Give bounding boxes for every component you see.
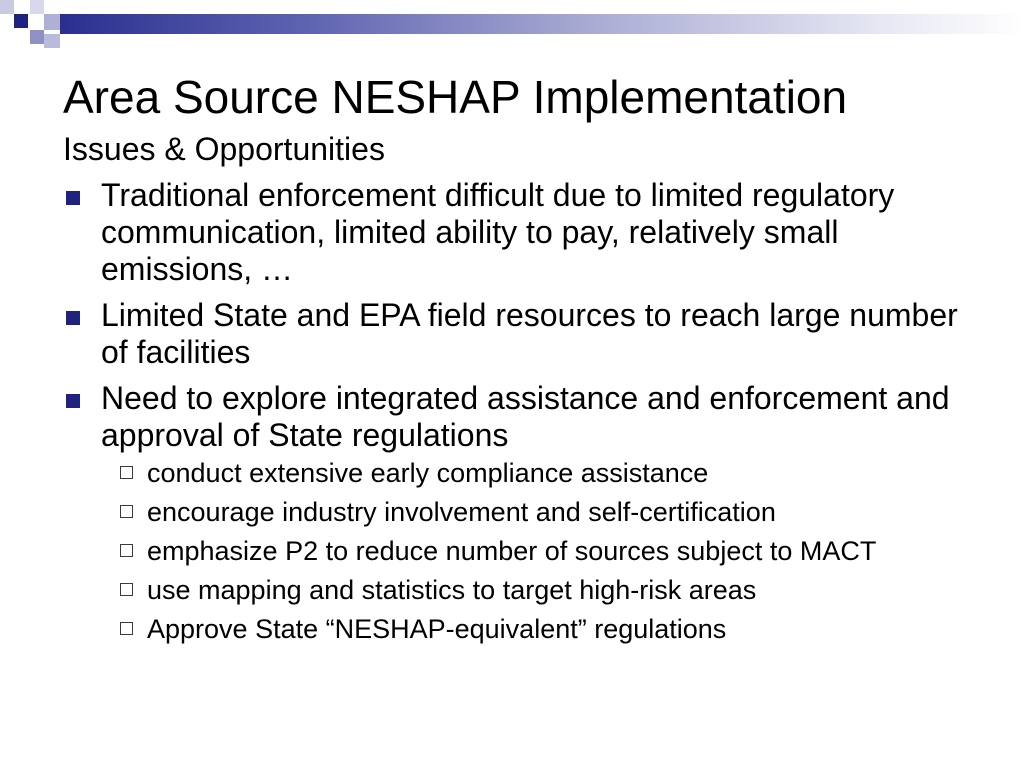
hollow-square-bullet-icon: [120, 505, 133, 518]
square-bullet-icon: [66, 311, 80, 325]
sub-bullet-item: [101, 575, 983, 606]
bullet-item: [63, 380, 983, 645]
bullet-list: [63, 177, 983, 654]
bullet-text: Need to explore integrated assistance and enforcement and approval of State regulations: [101, 380, 950, 453]
sub-bullet-text: Approve State “NESHAP-equivalent” regulations: [147, 614, 727, 644]
sub-bullet-item: [101, 536, 983, 567]
sub-bullet-item: [101, 614, 983, 645]
sub-bullet-text: use mapping and statistics to target high-risk areas: [147, 575, 757, 605]
sub-bullet-text: encourage industry involvement and self-certification: [147, 497, 776, 527]
header-square-pattern: [0, 0, 80, 60]
sub-bullet-text: conduct extensive early compliance assistance: [147, 458, 709, 488]
sub-bullet-list: [101, 458, 983, 645]
hollow-square-bullet-icon: [120, 583, 133, 596]
square-bullet-icon: [66, 191, 80, 205]
decor-square: [0, 0, 14, 14]
square-bullet-icon: [66, 394, 80, 408]
hollow-square-bullet-icon: [120, 622, 133, 635]
hollow-square-bullet-icon: [120, 544, 133, 557]
decor-square: [14, 14, 28, 28]
header-gradient-band: [60, 14, 1024, 34]
slide-title: Area Source NESHAP Implementation: [63, 71, 848, 123]
bullet-text: Traditional enforcement difficult due to limited regulatory communication, limited ability to pay, relatively small emissions, …: [101, 177, 895, 287]
decor-square: [30, 30, 44, 44]
sub-bullet-item: [101, 497, 983, 528]
sub-bullet-item: [101, 458, 983, 489]
bullet-text: Limited State and EPA field resources to reach large number of facilities: [101, 297, 958, 370]
decor-square: [62, 0, 76, 14]
decor-square: [44, 0, 60, 14]
decor-square: [44, 14, 60, 30]
bullet-item: [63, 177, 983, 288]
slide-subtitle: Issues & Opportunities: [63, 131, 385, 167]
bullet-item: [63, 297, 983, 371]
decor-square: [30, 0, 44, 14]
decor-square: [44, 34, 60, 48]
sub-bullet-text: emphasize P2 to reduce number of sources subject to MACT: [147, 536, 877, 566]
hollow-square-bullet-icon: [120, 466, 133, 479]
